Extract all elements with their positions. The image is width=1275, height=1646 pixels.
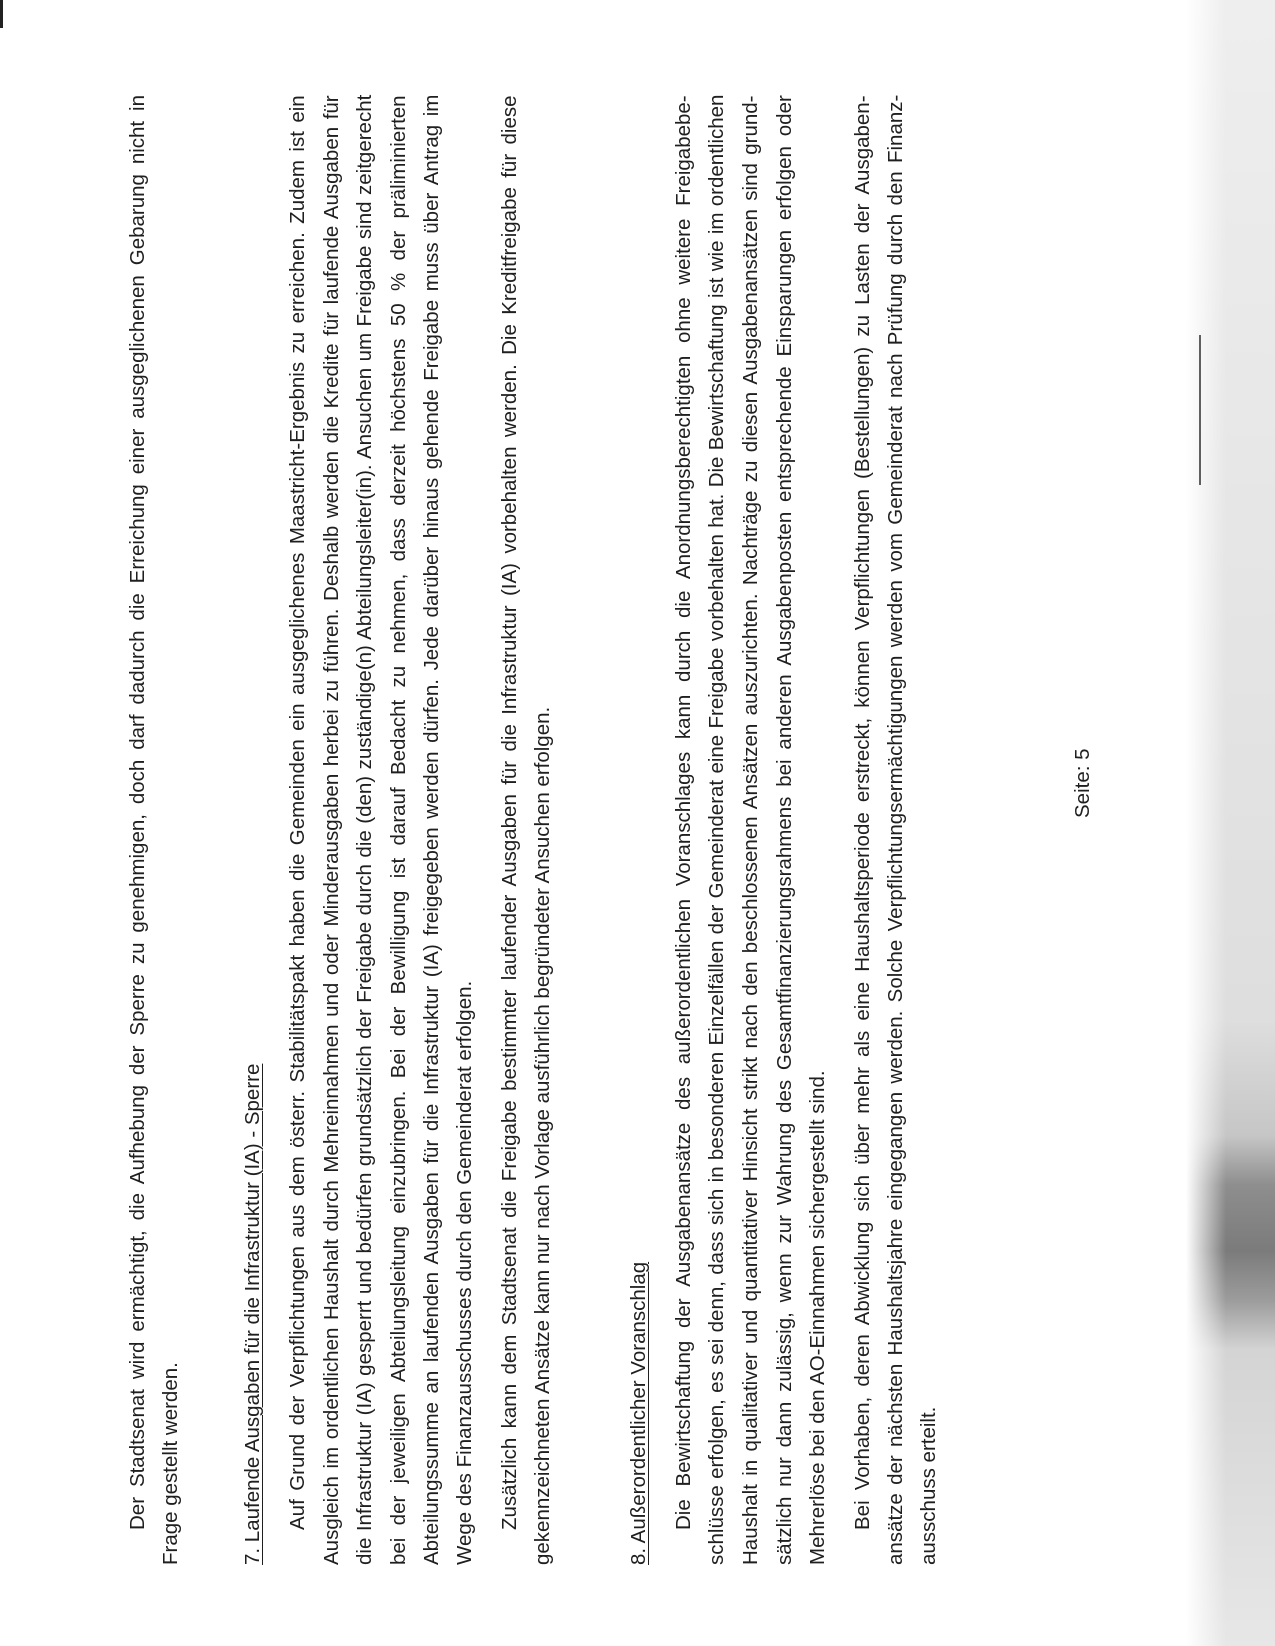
paragraph-line: Abteilungssumme an laufenden Ausgaben für die Infrastruktur (IA) freigegeben werden dürfen. Jede darüber hinaus gehende Freigabe muss über Antrag im xyxy=(420,94,443,1565)
paragraph-line: Der Stadtsenat wird ermächtigt, die Aufhebung der Sperre zu genehmigen, doch darf dadurch die Erreichung einer ausgeglichenen Gebarung nicht in xyxy=(126,95,149,1530)
paragraph-line: Ausgleich im ordentlichen Haushalt durch Mehreinnahmen und oder Minderausgaben herbei zu führen. Deshalb werden die Kredite für laufende Ausgaben für xyxy=(320,95,343,1565)
paragraph-line: Mehrerlöse bei den AO-Einnahmen sichergestellt sind. xyxy=(806,1070,829,1565)
paragraph-line: Frage gestellt werden. xyxy=(159,1362,182,1565)
section-heading: 7. Laufende Ausgaben für die Infrastruktur (IA) - Sperre xyxy=(241,1063,264,1565)
paragraph-line: Haushalt in qualitativer und quantitativer Hinsicht strikt nach den beschlossenen Ansätzen auszurichten. Nachträge zu diesen Ausgabenansätzen sind grund- xyxy=(739,95,762,1565)
paragraph-line: Zusätzlich kann dem Stadtsenat die Freigabe bestimmter laufender Ausgaben für die Infrastruktur (IA) vorbehalten werden. Die Kreditfreigabe für diese xyxy=(498,95,521,1530)
paragraph-line: schlüsse erfolgen, es sei denn, dass sich in besonderen Einzelfällen der Gemeinderat eine Freigabe vorbehalten hat. Die Bewirtschaftung ist wie im ordentlichen xyxy=(705,94,728,1565)
page-number: Seite: 5 xyxy=(1071,748,1094,818)
paragraph-line: ausschuss erteilt. xyxy=(917,1406,940,1565)
paragraph-line: ansätze der nächsten Haushaltsjahre eingegangen werden. Solche Verpflichtungsermächtigungen werden vom Gemeinderat nach Prüfung durch den Finanz- xyxy=(884,94,907,1565)
paragraph-line: gekennzeichneten Ansätze kann nur nach Vorlage ausführlich begründeter Ansuchen erfolgen. xyxy=(531,706,554,1565)
paragraph-line: Bei Vorhaben, deren Abwicklung sich über mehr als eine Haushaltsperiode erstreckt, können Verpflichtungen (Bestellungen) zu Lasten der Ausgaben- xyxy=(851,95,874,1530)
paragraph-line: Wege des Finanzausschusses durch den Gemeinderat erfolgen. xyxy=(453,980,476,1565)
paragraph-line: Auf Grund der Verpflichtungen aus dem österr. Stabilitätspakt haben die Gemeinden ein ausgeglichenes Maastricht-Ergebnis zu erreichen. Zudem ist ein xyxy=(286,95,309,1530)
paragraph-line: sätzlich nur dann zulässig, wenn zur Wahrung des Gesamtfinanzierungsrahmens bei anderen Ausgabenposten entsprechende Einsparungen erfolgen oder xyxy=(773,95,796,1565)
paragraph-line: Die Bewirtschaftung der Ausgabenansätze des außerordentlichen Voranschlages kann durch die Anordnungsberechtigten ohne weitere Freigabebe- xyxy=(672,95,695,1530)
paragraph-line: bei der jeweiligen Abteilungsleitung einzubringen. Bei der Bewilligung ist darauf Bedacht zu nehmen, dass derzeit höchstens 50 % der präliminierten xyxy=(387,95,410,1565)
section-heading: 8. Außerordentlicher Voranschlag xyxy=(627,1261,650,1565)
paragraph-line: die Infrastruktur (IA) gesperrt und bedürfen grundsätzlich der Freigabe durch die (den) zuständige(n) Abteilungsleiter(in). Ansuchen um Freigabe sind zeitgerecht xyxy=(353,94,376,1565)
